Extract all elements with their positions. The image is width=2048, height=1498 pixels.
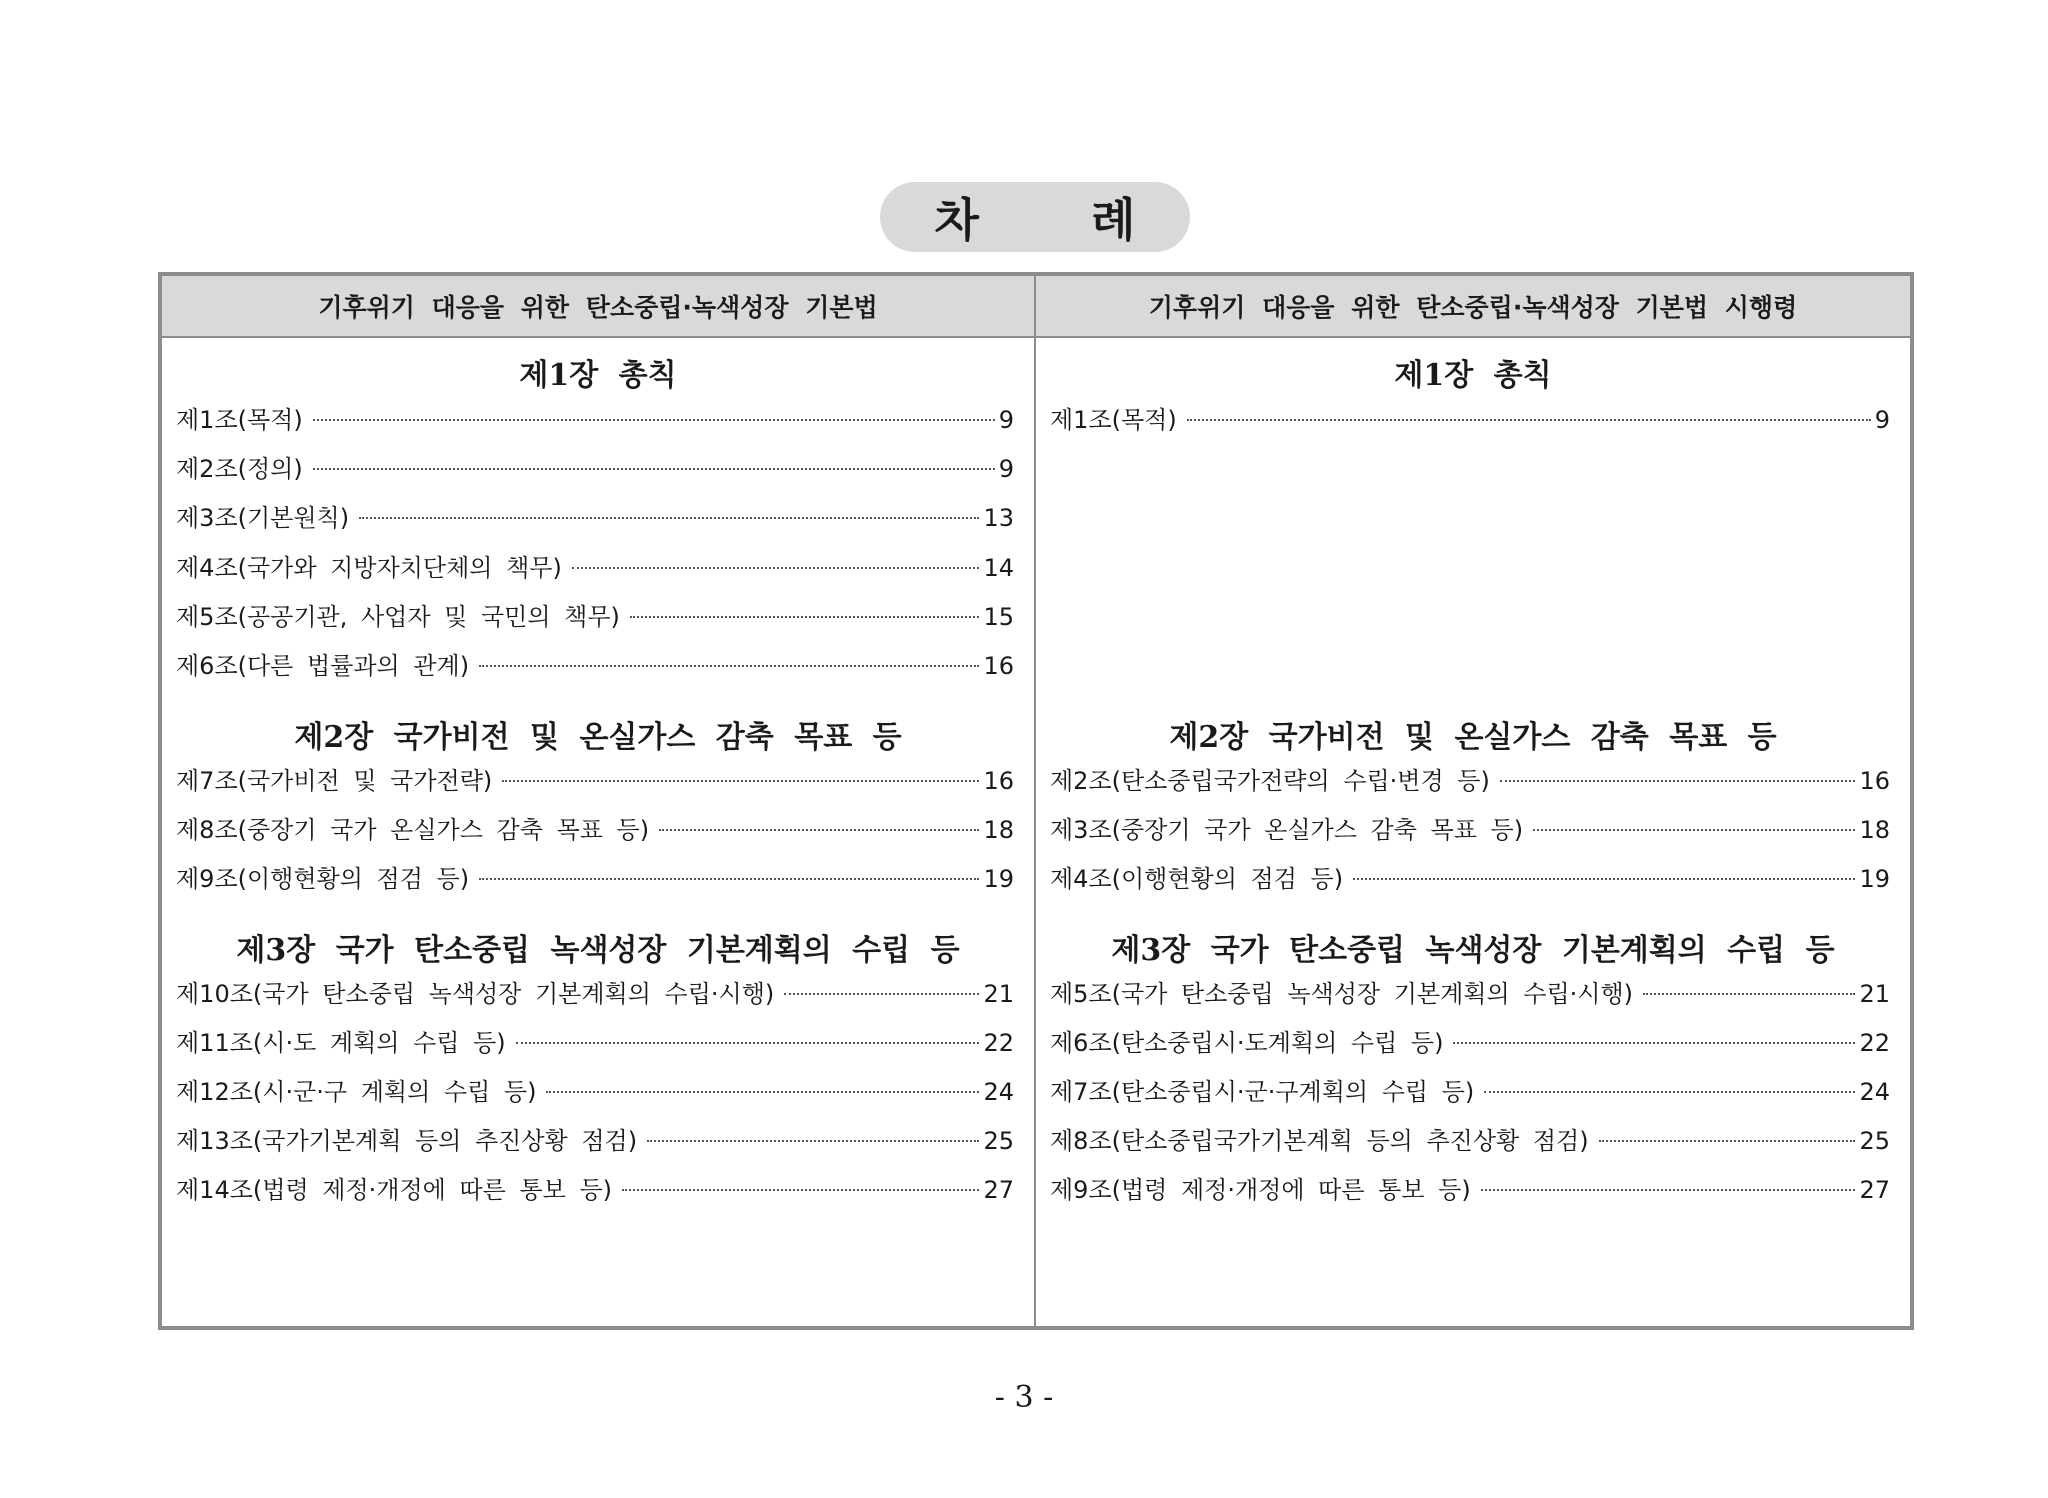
toc-entry[interactable] bbox=[176, 550, 1014, 586]
toc-entry-page: 15 bbox=[983, 603, 1014, 631]
toc-entry-page: 16 bbox=[1859, 767, 1890, 795]
toc-entry-page: 25 bbox=[983, 1127, 1014, 1155]
toc-entry-page: 27 bbox=[1859, 1176, 1890, 1204]
toc-entry-page: 25 bbox=[1859, 1127, 1890, 1155]
dot-leader bbox=[1353, 878, 1855, 880]
toc-entry-label: 제7조(국가비전 및 국가전략) bbox=[176, 767, 493, 795]
toc-entry-page: 13 bbox=[983, 504, 1014, 532]
toc-entry[interactable] bbox=[1050, 976, 1890, 1012]
toc-entry-label: 제2조(정의) bbox=[176, 455, 303, 483]
toc-entry[interactable] bbox=[1050, 861, 1890, 897]
toc-entry-page: 24 bbox=[1859, 1078, 1890, 1106]
dot-leader bbox=[516, 1042, 980, 1044]
dot-leader bbox=[622, 1189, 979, 1191]
chapter-title: 제3장 국가 탄소중립 녹색성장 기본계획의 수립 등 bbox=[236, 933, 960, 968]
dot-leader bbox=[1484, 1091, 1855, 1093]
toc-entry-label: 제11조(시·도 계획의 수립 등) bbox=[176, 1029, 506, 1057]
dot-leader bbox=[630, 616, 980, 618]
toc-entry[interactable] bbox=[176, 976, 1014, 1012]
toc-entry-page: 9 bbox=[998, 406, 1014, 434]
chapter-title: 제2장 국가비전 및 온실가스 감축 목표 등 bbox=[1169, 720, 1777, 755]
dot-leader bbox=[572, 567, 980, 569]
toc-entry-label: 제8조(탄소중립국가기본계획 등의 추진상황 점검) bbox=[1050, 1127, 1589, 1155]
toc-entry[interactable] bbox=[176, 1123, 1014, 1159]
toc-entry[interactable] bbox=[176, 648, 1014, 684]
toc-entry-label: 제10조(국가 탄소중립 녹색성장 기본계획의 수립·시행) bbox=[176, 980, 775, 1008]
toc-entry-page: 27 bbox=[983, 1176, 1014, 1204]
dot-leader bbox=[1533, 829, 1855, 831]
dot-leader bbox=[313, 419, 995, 421]
toc-entry-label: 제3조(중장기 국가 온실가스 감축 목표 등) bbox=[1050, 816, 1524, 844]
dot-leader bbox=[1643, 993, 1855, 995]
dot-leader bbox=[1187, 419, 1871, 421]
toc-entry[interactable] bbox=[1050, 763, 1890, 799]
toc-entry-label: 제6조(다른 법률과의 관계) bbox=[176, 652, 470, 680]
toc-entry-label: 제3조(기본원칙) bbox=[176, 504, 350, 532]
act-column bbox=[162, 276, 1036, 1326]
toc-entry[interactable] bbox=[1050, 812, 1890, 848]
page-number: - 3 - bbox=[994, 1380, 1054, 1415]
dot-leader bbox=[1453, 1042, 1855, 1044]
toc-title: 차 례 bbox=[880, 182, 1190, 252]
toc-entry[interactable] bbox=[176, 1172, 1014, 1208]
toc-entry[interactable] bbox=[1050, 402, 1890, 438]
toc-entry[interactable] bbox=[176, 500, 1014, 536]
dot-leader bbox=[313, 468, 995, 470]
chapter-title: 제1장 총칙 bbox=[519, 358, 677, 393]
dot-leader bbox=[502, 780, 979, 782]
toc-entry-label: 제7조(탄소중립시·군·구계획의 수립 등) bbox=[1050, 1078, 1475, 1106]
dot-leader bbox=[659, 829, 979, 831]
toc-entry-page: 22 bbox=[1859, 1029, 1890, 1057]
dot-leader bbox=[479, 878, 979, 880]
toc-entry[interactable] bbox=[176, 1025, 1014, 1061]
toc-table bbox=[158, 272, 1914, 1330]
dot-leader bbox=[1599, 1140, 1856, 1142]
toc-entry-label: 제1조(목적) bbox=[1050, 406, 1177, 434]
toc-entry[interactable] bbox=[1050, 1025, 1890, 1061]
toc-entry[interactable] bbox=[176, 812, 1014, 848]
toc-entry-label: 제14조(법령 제정·개정에 따른 통보 등) bbox=[176, 1176, 612, 1204]
toc-entry[interactable] bbox=[1050, 1123, 1890, 1159]
toc-entry-page: 9 bbox=[998, 455, 1014, 483]
toc-entry-page: 9 bbox=[1874, 406, 1890, 434]
dot-leader bbox=[784, 993, 979, 995]
toc-entry-label: 제6조(탄소중립시·도계획의 수립 등) bbox=[1050, 1029, 1444, 1057]
toc-entry[interactable] bbox=[176, 402, 1014, 438]
dot-leader bbox=[1481, 1189, 1856, 1191]
toc-entry-page: 21 bbox=[1859, 980, 1890, 1008]
act-column-header: 기후위기 대응을 위한 탄소중립·녹색성장 기본법 bbox=[162, 276, 1034, 338]
dot-leader bbox=[1500, 780, 1856, 782]
toc-entry-label: 제4조(이행현황의 점검 등) bbox=[1050, 865, 1344, 893]
chapter-title: 제2장 국가비전 및 온실가스 감축 목표 등 bbox=[294, 720, 902, 755]
toc-entry-page: 24 bbox=[983, 1078, 1014, 1106]
toc-entry-label: 제9조(법령 제정·개정에 따른 통보 등) bbox=[1050, 1176, 1471, 1204]
toc-entry[interactable] bbox=[176, 763, 1014, 799]
toc-entry-page: 22 bbox=[983, 1029, 1014, 1057]
toc-entry-page: 18 bbox=[1859, 816, 1890, 844]
toc-entry-page: 16 bbox=[983, 652, 1014, 680]
toc-entry-label: 제9조(이행현황의 점검 등) bbox=[176, 865, 470, 893]
toc-entry[interactable] bbox=[1050, 1074, 1890, 1110]
toc-entry-label: 제5조(국가 탄소중립 녹색성장 기본계획의 수립·시행) bbox=[1050, 980, 1634, 1008]
decree-column bbox=[1036, 276, 1910, 1326]
dot-leader bbox=[647, 1140, 979, 1142]
toc-entry-page: 19 bbox=[1859, 865, 1890, 893]
dot-leader bbox=[479, 665, 979, 667]
toc-entry-label: 제2조(탄소중립국가전략의 수립·변경 등) bbox=[1050, 767, 1490, 795]
toc-entry-page: 14 bbox=[983, 554, 1014, 582]
toc-entry-label: 제1조(목적) bbox=[176, 406, 303, 434]
toc-entry-page: 16 bbox=[983, 767, 1014, 795]
dot-leader bbox=[359, 517, 979, 519]
toc-entry[interactable] bbox=[176, 1074, 1014, 1110]
toc-entry-page: 18 bbox=[983, 816, 1014, 844]
toc-entry[interactable] bbox=[1050, 1172, 1890, 1208]
toc-entry-page: 19 bbox=[983, 865, 1014, 893]
toc-entry[interactable] bbox=[176, 861, 1014, 897]
toc-entry-label: 제13조(국가기본계획 등의 추진상황 점검) bbox=[176, 1127, 638, 1155]
toc-entry[interactable] bbox=[176, 451, 1014, 487]
chapter-title: 제3장 국가 탄소중립 녹색성장 기본계획의 수립 등 bbox=[1111, 933, 1835, 968]
toc-entry-label: 제4조(국가와 지방자치단체의 책무) bbox=[176, 554, 562, 582]
toc-entry[interactable] bbox=[176, 599, 1014, 635]
toc-entry-label: 제5조(공공기관, 사업자 및 국민의 책무) bbox=[176, 603, 620, 631]
chapter-title: 제1장 총칙 bbox=[1394, 358, 1552, 393]
toc-entry-label: 제8조(중장기 국가 온실가스 감축 목표 등) bbox=[176, 816, 650, 844]
dot-leader bbox=[546, 1091, 979, 1093]
decree-column-header: 기후위기 대응을 위한 탄소중립·녹색성장 기본법 시행령 bbox=[1036, 276, 1910, 338]
toc-entry-label: 제12조(시·군·구 계획의 수립 등) bbox=[176, 1078, 537, 1106]
toc-entry-page: 21 bbox=[983, 980, 1014, 1008]
